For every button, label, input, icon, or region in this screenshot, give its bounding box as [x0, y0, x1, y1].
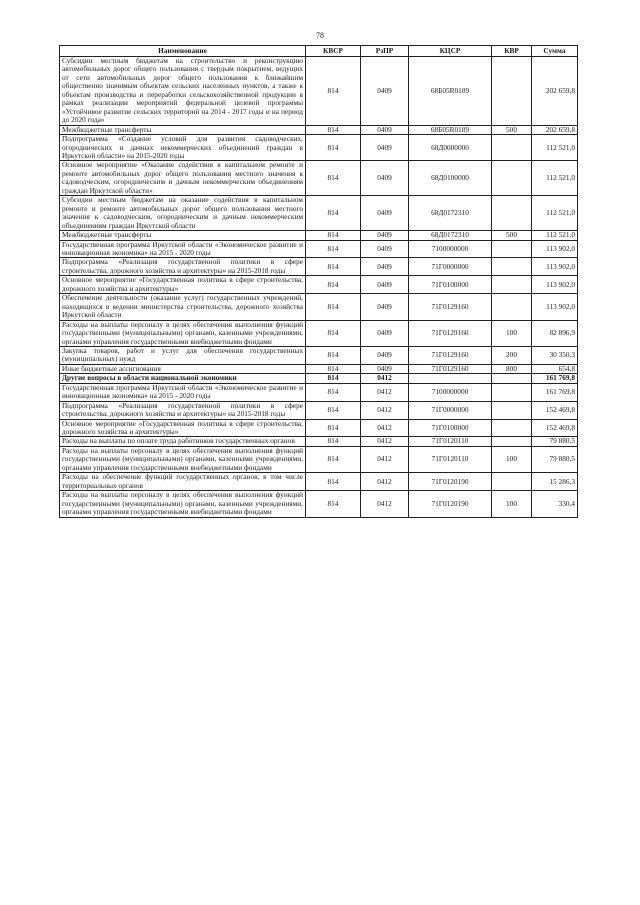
cell-kvr: 200: [492, 346, 532, 364]
cell-kvr: 500: [492, 231, 532, 240]
cell-kvsr: 814: [306, 446, 361, 472]
cell-kvsr: 814: [306, 473, 361, 491]
cell-rzpr: 0409: [361, 57, 409, 126]
table-row: [60, 473, 578, 491]
cell-rzpr: 0409: [361, 135, 409, 161]
cell-kvr: [492, 473, 532, 491]
table-row: [60, 240, 578, 258]
cell-kcsr: 71Г0129160: [409, 294, 492, 320]
cell-kcsr: 71Г0120110: [409, 446, 492, 472]
cell-kcsr: 68Д0000000: [409, 135, 492, 161]
cell-rzpr: 0409: [361, 320, 409, 346]
cell-rzpr: 0409: [361, 240, 409, 258]
cell-name: Расходы на выплаты персоналу в целях обеспечения выполнения функций государственными (муниципальными) органами, казенными учреждениями, органами управления государственными внебюджетными фондами: [60, 446, 306, 472]
cell-sum: 15 286,3: [532, 473, 578, 491]
cell-sum: 112 521,0: [532, 196, 578, 231]
cell-kvr: 100: [492, 320, 532, 346]
cell-kvr: 800: [492, 364, 532, 373]
cell-name: Расходы на выплаты персоналу в целях обеспечения выполнения функций государственными (муниципальными) органами, казенными учреждениями, органами управления государственными внебюджетными фондами: [60, 320, 306, 346]
cell-kvsr: 814: [306, 57, 361, 126]
cell-rzpr: 0412: [361, 437, 409, 446]
cell-kvsr: 814: [306, 135, 361, 161]
cell-kvr: [492, 294, 532, 320]
cell-kvsr: 814: [306, 161, 361, 196]
cell-kvr: 100: [492, 446, 532, 472]
table-row: [60, 258, 578, 276]
cell-sum: 161 769,8: [532, 374, 578, 383]
cell-rzpr: 0412: [361, 446, 409, 472]
cell-sum: 113 902,0: [532, 258, 578, 276]
cell-kcsr: 68Б05R0189: [409, 125, 492, 134]
cell-kvsr: 814: [306, 364, 361, 373]
cell-sum: 82 896,9: [532, 320, 578, 346]
cell-name: Государственная программа Иркутской области «Экономическое развитие и инновационная экономика» на 2015 - 2020 годы: [60, 383, 306, 401]
header-name: Наименование: [60, 46, 306, 57]
cell-kvsr: 814: [306, 437, 361, 446]
cell-sum: 79 880,5: [532, 437, 578, 446]
cell-sum: 112 521,0: [532, 231, 578, 240]
cell-kvsr: 814: [306, 294, 361, 320]
header-rzpr: РзПР: [361, 46, 409, 57]
cell-name: Основное мероприятие «Оказание содействия в капитальном ремонте и ремонте автомобильных дорог общего пользования местного значения к садоводческим, огородническим и дачным некоммерческим объединениям граждан Иркутской области»: [60, 161, 306, 196]
cell-kcsr: [409, 374, 492, 383]
cell-kvr: [492, 57, 532, 126]
table-row: [60, 320, 578, 346]
cell-rzpr: 0409: [361, 346, 409, 364]
table-row: [60, 401, 578, 419]
cell-name: Подпрограмма «Реализация государственной политики в сфере строительства, дорожного хозяйства и архитектуры» на 2015-2018 годы: [60, 401, 306, 419]
cell-rzpr: 0409: [361, 294, 409, 320]
cell-rzpr: 0409: [361, 364, 409, 373]
cell-name: Расходы на выплаты персоналу в целях обеспечения выполнения функций государственными (муниципальными) органами, казенными учреждениями, органами управления государственными внебюджетными фондами: [60, 491, 306, 517]
cell-kvsr: 814: [306, 196, 361, 231]
cell-rzpr: 0409: [361, 258, 409, 276]
cell-name: Подпрограмма «Создание условий для развития садоводческих, огороднических и дачных некоммерческих объединений граждан в Иркутской области» на 2015-2020 годы: [60, 135, 306, 161]
cell-name: Закупка товаров, работ и услуг для обеспечения государственных (муниципальных) нужд: [60, 346, 306, 364]
cell-kcsr: 68Д0100000: [409, 161, 492, 196]
cell-kvsr: 814: [306, 401, 361, 419]
cell-kcsr: 71Г0100000: [409, 419, 492, 437]
cell-rzpr: 0412: [361, 401, 409, 419]
cell-kvsr: 814: [306, 231, 361, 240]
cell-kcsr: 68Д0172310: [409, 231, 492, 240]
table-row: [60, 135, 578, 161]
cell-kvr: [492, 161, 532, 196]
cell-sum: 152 469,8: [532, 419, 578, 437]
cell-sum: 113 902,0: [532, 276, 578, 294]
cell-rzpr: 0412: [361, 419, 409, 437]
cell-rzpr: 0409: [361, 231, 409, 240]
cell-kcsr: 71Г0000000: [409, 401, 492, 419]
cell-sum: 161 769,8: [532, 383, 578, 401]
cell-sum: 112 521,0: [532, 161, 578, 196]
cell-sum: 30 350,3: [532, 346, 578, 364]
cell-rzpr: 0412: [361, 473, 409, 491]
table-row: [60, 57, 578, 126]
table-row: [60, 161, 578, 196]
cell-kcsr: 71Г0120190: [409, 491, 492, 517]
cell-name: Расходы на выплаты по оплате труда работников государственных органов: [60, 437, 306, 446]
table-body: [60, 57, 578, 518]
cell-kvr: [492, 258, 532, 276]
header-kcsr: КЦСР: [409, 46, 492, 57]
cell-kvr: [492, 240, 532, 258]
cell-name: Иные бюджетные ассигнования: [60, 364, 306, 373]
cell-kvsr: 814: [306, 125, 361, 134]
cell-name: Субсидии местным бюджетам на строительство и реконструкцию автомобильных дорог общего пользования с твердым покрытием, ведущих от сети автомобильных дорог общего пользования к ближайшим общественно значимым объектам сельских населенных пунктов, а также к объектам производства и переработки сельскохозяйственной продукции в рамках реализации мероприятий федеральной целевой программы «Устойчивое развитие сельских территорий на 2014 - 2017 годы и на период до 2020 года»: [60, 57, 306, 126]
table-row: [60, 383, 578, 401]
cell-name: Основное мероприятие «Государственная политика в сфере строительства, дорожного хозяйства и архитектуры»: [60, 419, 306, 437]
cell-kvr: [492, 374, 532, 383]
cell-rzpr: 0409: [361, 161, 409, 196]
cell-kcsr: 71Г0129160: [409, 320, 492, 346]
cell-kcsr: 71Г0100000: [409, 276, 492, 294]
cell-kcsr: 68Б05R0189: [409, 57, 492, 126]
cell-name: Расходы на обеспечение функций государственных органов, в том числе территориальных органов: [60, 473, 306, 491]
cell-kvr: [492, 276, 532, 294]
table-row: [60, 231, 578, 240]
cell-kvr: 100: [492, 491, 532, 517]
cell-name: Межбюджетные трансферты: [60, 125, 306, 134]
cell-kvr: [492, 196, 532, 231]
table-row: [60, 491, 578, 517]
table-header-row: [60, 46, 578, 57]
table-row: [60, 374, 578, 383]
cell-name: Основное мероприятие «Государственная политика в сфере строительства, дорожного хозяйства и архитектуры»: [60, 276, 306, 294]
cell-kvr: [492, 437, 532, 446]
cell-rzpr: 0412: [361, 491, 409, 517]
cell-kcsr: 68Д0172310: [409, 196, 492, 231]
cell-kvsr: 814: [306, 374, 361, 383]
cell-kvsr: 814: [306, 258, 361, 276]
table-row: [60, 294, 578, 320]
cell-kcsr: 7100000000: [409, 383, 492, 401]
cell-rzpr: 0412: [361, 383, 409, 401]
table-row: [60, 276, 578, 294]
cell-name: Другие вопросы в области национальной экономики: [60, 374, 306, 383]
table-row: [60, 346, 578, 364]
cell-name: Подпрограмма «Реализация государственной политики в сфере строительства, дорожного хозяйства и архитектуры» на 2015-2018 годы: [60, 258, 306, 276]
cell-sum: 330,4: [532, 491, 578, 517]
budget-table: [59, 45, 578, 518]
cell-sum: 113 902,0: [532, 240, 578, 258]
cell-kvsr: 814: [306, 240, 361, 258]
cell-rzpr: 0412: [361, 374, 409, 383]
header-sum: Сумма: [532, 46, 578, 57]
cell-rzpr: 0409: [361, 276, 409, 294]
cell-kcsr: 71Г0129160: [409, 364, 492, 373]
cell-kvsr: 814: [306, 346, 361, 364]
cell-kcsr: 71Г0000000: [409, 258, 492, 276]
cell-kvsr: 814: [306, 276, 361, 294]
cell-kvsr: 814: [306, 419, 361, 437]
cell-kcsr: 7100000000: [409, 240, 492, 258]
cell-kvsr: 814: [306, 320, 361, 346]
cell-kvsr: 814: [306, 491, 361, 517]
cell-sum: 202 659,8: [532, 57, 578, 126]
header-kvr: КВР: [492, 46, 532, 57]
cell-kvr: [492, 401, 532, 419]
cell-rzpr: 0409: [361, 196, 409, 231]
header-kvsr: КВСР: [306, 46, 361, 57]
cell-sum: 202 659,8: [532, 125, 578, 134]
cell-kvsr: 814: [306, 383, 361, 401]
cell-kcsr: 71Г0120110: [409, 437, 492, 446]
cell-sum: 79 880,5: [532, 446, 578, 472]
cell-kvr: [492, 419, 532, 437]
cell-name: Субсидии местным бюджетам на оказание содействия в капитальном ремонте и ремонте автомобильных дорог общего пользования местного значения к садоводческим, огородническим и дачным некоммерческим объединениям граждан Иркутской области: [60, 196, 306, 231]
table-row: [60, 419, 578, 437]
page-number: 78: [316, 31, 324, 40]
cell-sum: 654,8: [532, 364, 578, 373]
cell-rzpr: 0409: [361, 125, 409, 134]
cell-kvr: 500: [492, 125, 532, 134]
cell-kcsr: 71Г0129160: [409, 346, 492, 364]
cell-name: Государственная программа Иркутской области «Экономическое развитие и инновационная экономика» на 2015 - 2020 годы: [60, 240, 306, 258]
cell-kcsr: 71Г0120190: [409, 473, 492, 491]
cell-name: Межбюджетные трансферты: [60, 231, 306, 240]
cell-sum: 113 902,0: [532, 294, 578, 320]
cell-name: Обеспечение деятельности (оказание услуг) государственных учреждений, находящихся в ведении министерства строительства, дорожного хозяйства Иркутской области: [60, 294, 306, 320]
cell-sum: 152 469,8: [532, 401, 578, 419]
table-row: [60, 446, 578, 472]
cell-sum: 112 521,0: [532, 135, 578, 161]
table-row: [60, 196, 578, 231]
cell-kvr: [492, 135, 532, 161]
cell-kvr: [492, 383, 532, 401]
